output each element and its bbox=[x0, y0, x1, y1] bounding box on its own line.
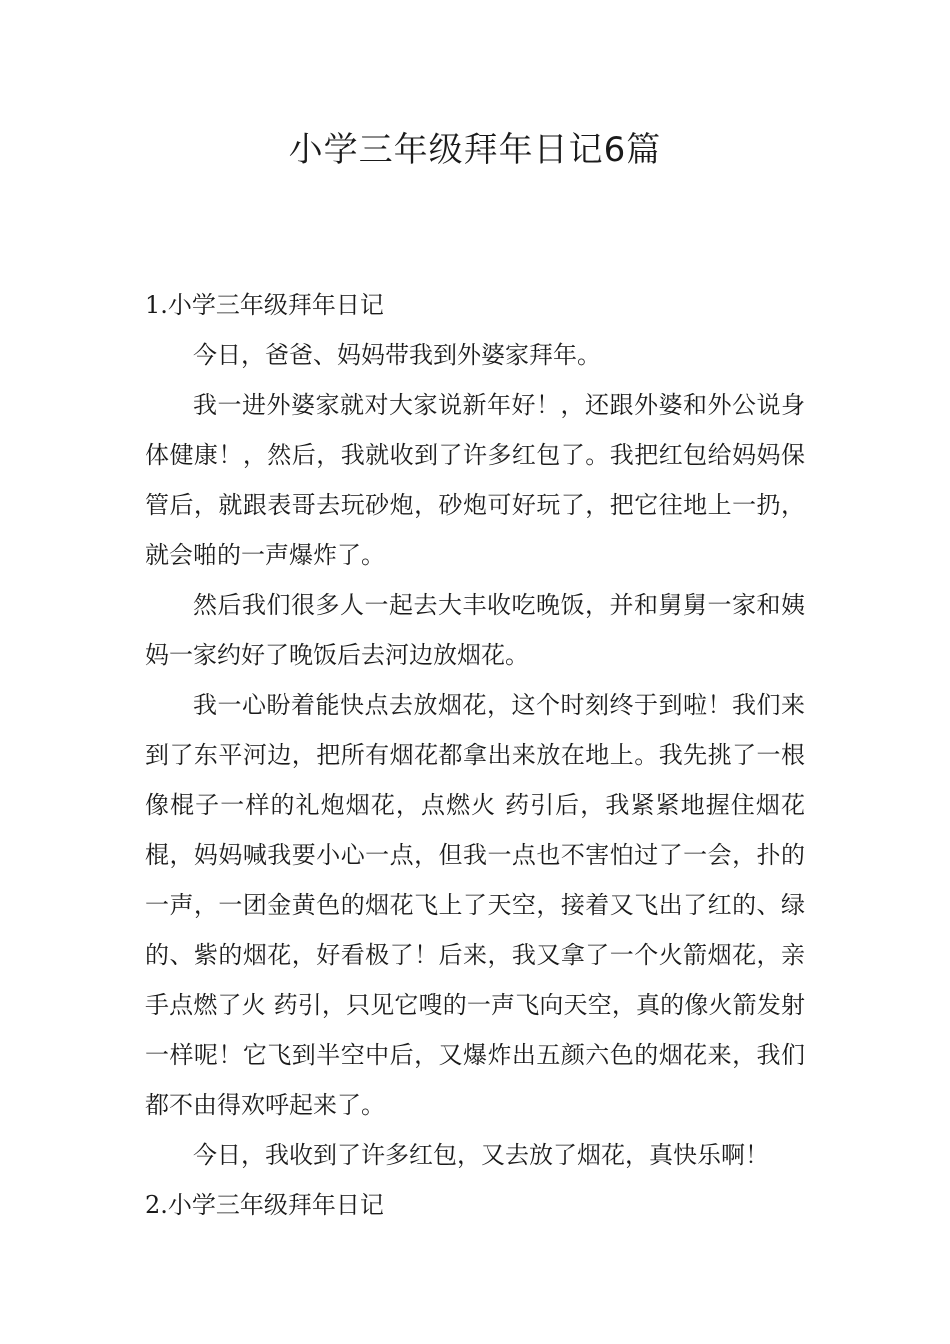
section-heading: 1.小学三年级拜年日记 bbox=[145, 291, 384, 319]
paragraph: 然后我们很多人一起去大丰收吃晚饭，并和舅舅一家和姨妈一家约好了晚饭后去河边放烟花。 bbox=[145, 591, 805, 669]
paragraph: 今日，我收到了许多红包，又去放了烟花，真快乐啊！ bbox=[193, 1141, 769, 1169]
paragraph: 我一心盼着能快点去放烟花，这个时刻终于到啦！我们来到了东平河边，把所有烟花都拿出来放在地上。我先挑了一根像棍子一样的礼炮烟花，点燃火 药引后，我紧紧地握住烟花棍，妈妈喊我要小心一点，但我一点也不害怕过了一会，扑的一声，一团金黄色的烟花飞上了天空，接着又飞出了红的、绿的、紫的烟花，好看极了！后来，我又拿了一个火箭烟花，亲手点燃了火 药引，只见它嗖的一声飞向天空，真的像火箭发射一样呢！它飞到半空中后，又爆炸出五颜六色的烟花来，我们都不由得欢呼起来了。 bbox=[145, 691, 805, 1119]
paragraph: 今日，爸爸、妈妈带我到外婆家拜年。 bbox=[193, 341, 601, 369]
paragraph: 我一进外婆家就对大家说新年好！，还跟外婆和外公说身体健康！，然后，我就收到了许多红包了。我把红包给妈妈保管后，就跟表哥去玩砂炮，砂炮可好玩了，把它往地上一扔，就会啪的一声爆炸了。 bbox=[145, 391, 805, 569]
document-body bbox=[145, 280, 805, 1230]
section-heading: 2.小学三年级拜年日记 bbox=[145, 1191, 384, 1219]
document-title: 小学三年级拜年日记6篇 bbox=[288, 130, 662, 170]
